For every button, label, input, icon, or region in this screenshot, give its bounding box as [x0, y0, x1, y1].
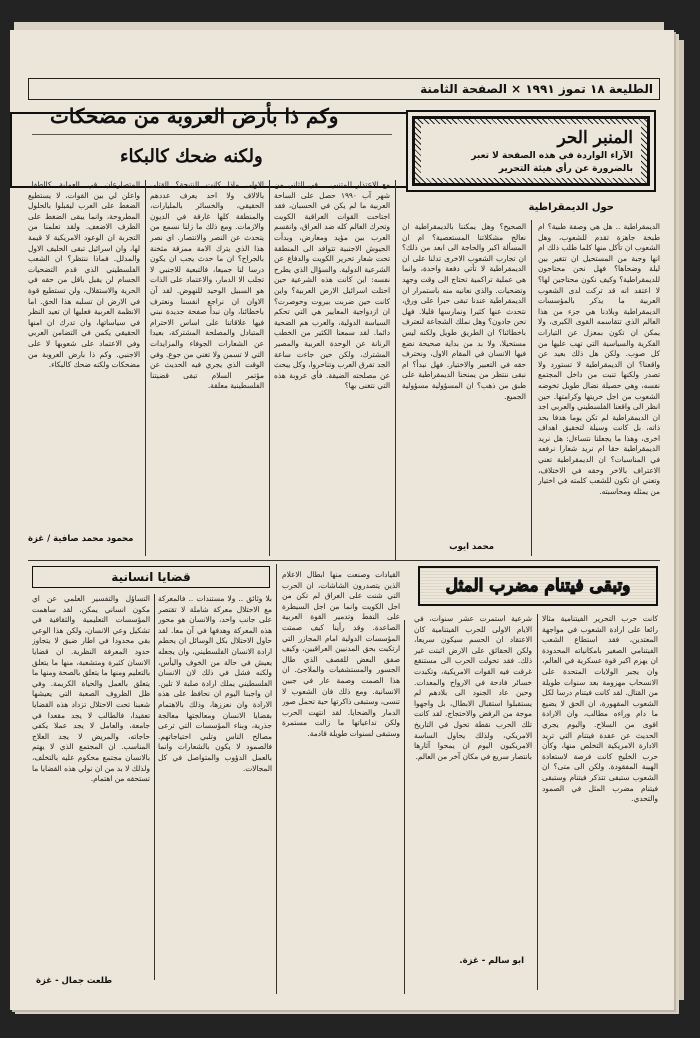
- human-issues-title: قضايا انسانية: [32, 566, 270, 588]
- human-issues-column-right: بلا وثائق .. ولا مستندات .. فالمعركة مع الاحتلال معركة شاملة لا تقتصر على جانب واحد، والانسان هو محور هذه المعركة وهدفها في آن معا. لقد حاول الاحتلال بكل الوسائل ان يحطم ارادة الانسان الفلسطيني، وان يجعله يعيش في حالة من الخوف واليأس، ولكنه فشل في ذلك لان الانسان الفلسطيني يملك ارادة صلبة لا تلين. ان واجبنا اليوم ان نحافظ على هذه الارادة وان نعززها، وذلك بالاهتمام بقضايا الانسان ومعالجتها معالجة جذرية، وبناء المؤسسات التي ترعى مصالح الناس وتلبي احتياجاتهم. فالصمود لا يكون بالشعارات وانما بالعمل الدؤوب والمتواصل في كل المجالات.: [158, 594, 272, 773]
- page-header: [28, 78, 660, 100]
- minbar-description: الآراء الواردة في هذه الصفحة لا تعبر بالضرورة عن رأي هيئة التحرير: [471, 151, 633, 174]
- minbar-content: [421, 124, 641, 178]
- democracy-title: حول الديمقراطية: [528, 202, 614, 213]
- page-stack-edge-right: [676, 40, 684, 1000]
- democracy-column-right: الديمقراطية .. هل هي وصفة طبية؟ ام طبخة جاهزة تقدم للشعوب، وهل الشعوب ان تأكل منها كلما طلب ذلك ام انها وجبة من المستحيل ان تتغير بين ليلة وضحاها؟ فهل نحن محتاجون للديمقراطية؟ وكيف نكون محتاجين لها؟ لا اعتقد انه قد تركت لدى الشعوب العربية ما يذكر بالمؤسسات الديمقراطية وبلادنا هي جزء من هذا العالم الذي تتقاسمه القوى الكبرى، ولا يمكن ان تكون بمعزل عن التيارات الفكرية والسياسية التي تهب عليها من كل صوب. ولكن هل ذلك بعيد عن واقعنا؟ ان الديمقراطية لا تستورد ولا تصدر ولكنها تنبت من داخل المجتمع نفسه، وهي حصيلة نضال طويل تخوضه الشعوب من اجل حريتها وكرامتها. حين انظر الى واقعنا الفلسطيني والعربي اجد ان الديمقراطية لم تكن يوما هدفا بحد ذاته، بل كانت وسيلة لتحقيق اهداف اخرى، وهذا ما يجعلنا نتساءل: هل نريد الديمقراطية حقا ام نريد شعارا نرفعه في المناسبات؟ ان الديمقراطية تعني الاعتراف بالاخر وحقه في الاختلاف، وتعني ان تكون للشعب كلمته في اختيار من يمثله ومحاسبته.: [538, 222, 660, 496]
- main-headline: وكم ذا بأرض العروبة من مضحكات: [50, 104, 339, 128]
- column-rule: [537, 614, 538, 990]
- main-article-column-1: مع الاعتذار للمتنبي .. في الثاني من شهر آب ١٩٩٠ حصل على الساحة العربية ما لم يكن في الحسبان، فقد اجتاحت القوات العراقية الكويت وتحرك العالم كله ضد العراق، وانقسم العرب بين مؤيد ومعارض، وبدأت الجيوش الاجنبية تتوافد الى المنطقة تحت شعار تحرير الكويت والدفاع عن الشرعية الدولية. والسؤال الذي يطرح نفسه: اين كانت هذه الشرعية حين احتلت اسرائيل الارض العربية؟ واين كانت حين ضربت بيروت وحوصرت؟ ان ازدواجية المعايير هي التي تحكم السياسة الدولية، والعرب هم الضحية دائما. لقد سمعنا الكثير من الخطب الرنانة عن الوحدة العربية والمصير المشترك، ولكن حين جاءت ساعة الجد تفرق العرب وتناحروا، وكل يبحث عن مصلحته الضيقة. فأي عروبة هذه التي نتغنى بها؟: [274, 180, 390, 391]
- column-rule: [276, 564, 277, 994]
- headline-rule: [32, 134, 392, 135]
- democracy-byline: محمد ايوب: [449, 542, 494, 552]
- main-article-column-2: الاولى ماذا كانت النتيجة؟ القتلى بالالاف ولا احد يعرف عددهم الحقيقي، والخسائر بالمليارات، والمنطقة كلها غارقة في الديون والازمات. ومع ذلك ما زلنا نسمع من يتحدث عن النصر والانتصار. اي نصر هذا الذي يترك الامة ممزقة مثخنة بالجراح؟ ان ما حدث يجب ان يكون درسا لنا جميعا، فالتبعية للاجنبي لا تجلب الا الدمار، والاعتماد على الذات هو السبيل الوحيد للنهوض. لقد آن الاوان ان نراجع انفسنا ونعترف باخطائنا، وان نبدأ صفحة جديدة نبني فيها علاقاتنا على اساس الاحترام المتبادل والمصلحة المشتركة، بعيدا عن الشعارات الجوفاء والمزايدات التي لا تسمن ولا تغني من جوع. وفي الوقت الذي يجري فيه الحديث عن مؤتمر السلام تبقى قضيتنا الفلسطينية معلقة.: [150, 180, 264, 391]
- human-issues-column-left: التساؤل والتفسير العلمي عن اي مكون انساني يمكن، لقد ساهمت المؤسسات التعليمية والثقافية في تشكيل وعي الانسان، ولكن هذا الوعي بقي محدودا في اطار ضيق لا يتجاوز حدود المعرفة النظرية. ان قضايا الانسان كثيرة ومتشعبة، منها ما يتعلق بالتعليم ومنها ما يتعلق بالصحة ومنها ما يتعلق بالعمل والحياة الكريمة. وفي ظل الظروف الصعبة التي يعيشها شعبنا تحت الاحتلال تزداد هذه القضايا تعقيدا، فالطالب لا يجد مقعدا في جامعة، والعامل لا يجد عملا يكفي حاجاته، والمريض لا يجد العلاج المناسب. ان المجتمع الذي لا يهتم بالانسان مجتمع محكوم عليه بالتخلف، ولذلك لا بد من ان نولي هذه القضايا ما تستحقه من اهتمام.: [32, 594, 150, 784]
- column-rule: [404, 620, 405, 994]
- column-rule: [145, 180, 146, 556]
- democracy-column-left: الصحيح؟ وهل يمكننا بالديمقراطية ان نعالج مشكلاتنا المستعصية؟ ام ان المسألة اكبر والحاجة الى ابعد من ذلك؟ ان تجارب الشعوب الاخرى تدلنا على ان الديمقراطية لا تأتي دفعة واحدة، وانما هي عملية تراكمية تحتاج الى وقت وجهد وتضحيات. والذي نعانيه منه باستمرار ان الديمقراطية عندنا تبقى حبرا على ورق، نتحدث عنها كثيرا ونمارسها قليلا. فهل نحن جادون؟ وهل نملك الشجاعة لنعترف باخطائنا؟ ان الطريق طويل ولكنه ليس مستحيلا، ولا بد من بداية صحيحة نضع فيها الانسان في المقام الاول، ونحترف حقه في التعبير والاختيار. فهل نبدأ؟ ام نبقى ننتظر من يمنحنا الديمقراطية على طبق من ذهب؟ ان المسؤولية مسؤولية الجميع.: [402, 222, 526, 401]
- main-subheadline: ولكنه ضحك كالبكاء: [120, 146, 263, 167]
- column-rule: [395, 180, 396, 560]
- vietnam-column-right: كانت حرب التحرير الفيتنامية مثالا رائعا على ارادة الشعوب في مواجهة المعتدين، فقد استطاع الشعب الفيتنامي الصغير بامكانياته المحدودة ان يهزم اكبر قوة عسكرية في العالم، وان يجبر الولايات المتحدة على الانسحاب مهزومة بعد سنوات طويلة من القتال. لقد كانت فيتنام درسا لكل الشعوب المقهورة، ان الحق لا يضيع ما دام وراءه مطالب، وان الارادة اقوى من السلاح. واليوم يجري الحديث عن عقدة فيتنام التي تريد الادارة الامريكية التخلص منها، وكأن حرب الخليج كانت فرصة لاستعادة الهيبة المفقودة. ولكن الى متى؟ ان الشعوب ستبقى تتذكر فيتنام وستبقى فيتنام مضرب المثل في الصمود والتحدي.: [542, 614, 658, 804]
- human-issues-byline: طلعت جمال - غزة: [36, 976, 113, 986]
- vietnam-title: وتبقى فيتنام مضرب المثل: [418, 566, 658, 606]
- section-divider: [28, 560, 660, 561]
- middle-lower-column: القيادات وصنعت منها ابطال الاعلام الذين يتصدرون الشاشات، ان الحرب التي شنت على العراق لم تكن من اجل الكويت وانما من اجل السيطرة على النفط وتدمير القوة العربية الصاعدة. وقد رأينا كيف صمتت المؤسسات الدولية امام المجازر التي ارتكبت بحق المدنيين العراقيين، وكيف صفق البعض للقصف الذي طال الجسور والمستشفيات والملاجئ. ان هذا الصمت وصمة عار في جبين الانسانية. ومع ذلك فان الشعوب لا تنسى، وستبقى ذاكرتها حية تحمل صور الدمار والضحايا. لقد انتهت الحرب ولكن تداعياتها ما زالت مستمرة وستبقى لسنوات طويلة قادمة.: [282, 570, 400, 738]
- main-article-column-3: المتصارعان في العملية كالطفل واعلن لي بين القوات، لا يستطيع الضغط على العرب ليقبلوا بالحلول المطروحة، وانما يبقى الضغط على الطرف الاضعف. ولقد تعلمنا من التجربة ان الوعود الامريكية لا قيمة لها، وان اسرائيل تبقى الحليف الاول والمدلل. فماذا ننتظر؟ ان الشعب الفلسطيني الذي قدم التضحيات الجسام لن يقبل باقل من حقه في الحرية والاستقلال، ولن تستطيع قوة في الارض ان تسلبه هذا الحق. اما الانظمة العربية فعليها ان تعيد النظر في سياساتها، وان تدرك ان امنها الحقيقي يكمن في التضامن العربي وفي الاعتماد على شعوبها لا على الاجنبي. وكم ذا بارض العروبة من مضحكات ولكنه ضحك كالبكاء.: [28, 180, 140, 370]
- newspaper-page: [10, 30, 674, 1010]
- minbar-frame: [406, 110, 656, 192]
- vietnam-byline: ابو سالم - غزة.: [459, 956, 524, 966]
- vietnam-column-left: شرعية استمرت عشر سنوات، في الايام الاولى للحرب الفيتنامية كان الاعتقاد ان الحسم سيكون سريعا، ولكن الحقائق على الارض اثبتت غير ذلك. فقد تحولت الحرب الى مستنقع غرقت فيه القوات الامريكية، وتكبدت خسائر فادحة في الارواح والمعدات. وحين عاد الجنود الى بلادهم لم يستقبلوا استقبال الابطال، بل واجهوا موجة من الرفض والاحتجاج. لقد كانت تلك الحرب نقطة تحول في التاريخ الامريكي، ولذلك يحاول الساسة الامريكيون اليوم ان يمحوا آثارها بانتصار سريع في مكان آخر من العالم.: [414, 614, 532, 761]
- header-text: الطليعة ١٨ تموز ١٩٩١ × الصفحة الثامنة: [420, 82, 653, 96]
- column-rule: [154, 594, 155, 980]
- column-rule: [531, 220, 532, 556]
- minbar-title: المنبر الحر: [557, 128, 633, 148]
- main-article-byline: محمود محمد صافية / غزة: [28, 534, 134, 544]
- minbar-hatch-border: [412, 116, 650, 186]
- column-rule: [269, 180, 270, 556]
